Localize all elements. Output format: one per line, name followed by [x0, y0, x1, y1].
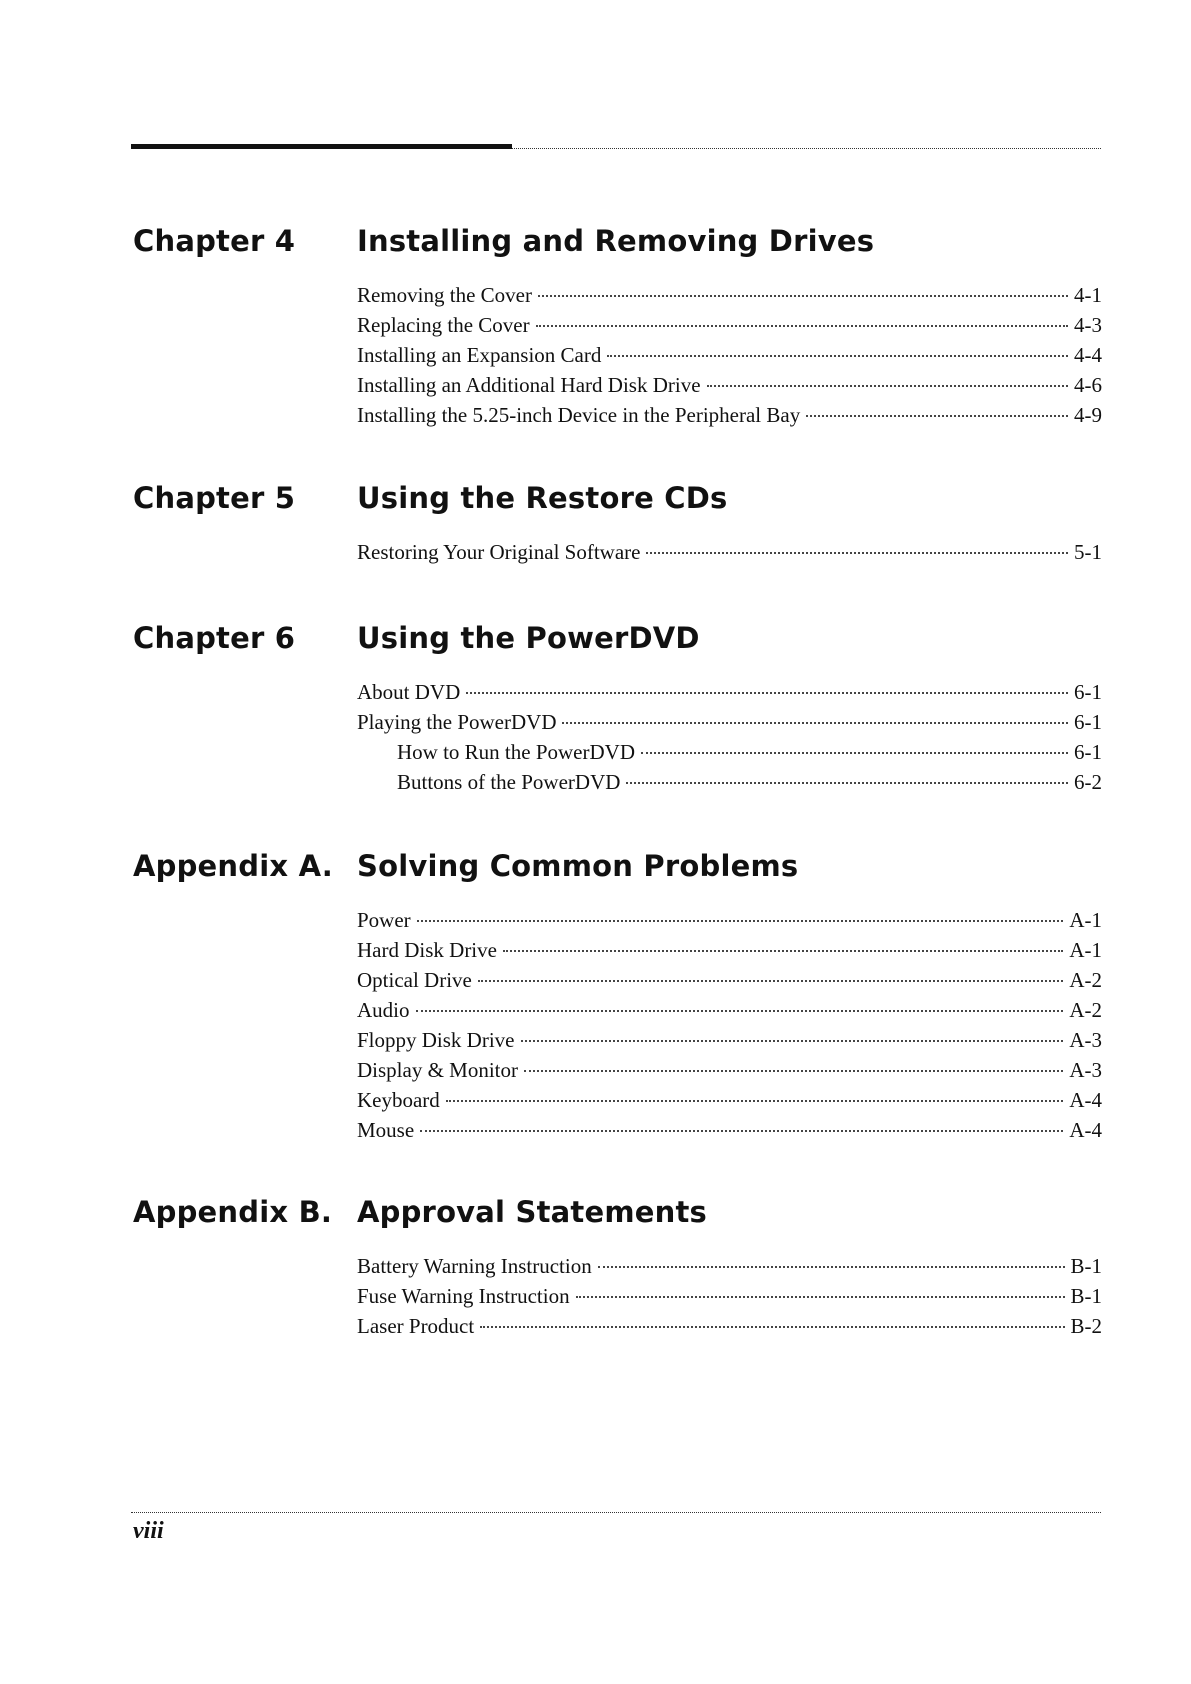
toc-entry[interactable]	[357, 905, 1102, 935]
dot-leader	[576, 1296, 1065, 1298]
dot-leader	[646, 552, 1068, 554]
toc-entry-text: Playing the PowerDVD	[357, 710, 557, 734]
dot-leader	[641, 752, 1068, 754]
toc-entry-text: Installing the 5.25-inch Device in the Peripheral Bay	[357, 403, 801, 427]
toc-entry[interactable]	[357, 1311, 1102, 1341]
dot-leader	[446, 1100, 1064, 1102]
toc-entry-text: How to Run the PowerDVD	[397, 740, 635, 764]
toc-entry-text: Display & Monitor	[357, 1058, 518, 1082]
section-label: Chapter 5	[133, 481, 296, 515]
toc-entry-page: 4-4	[1074, 343, 1102, 367]
toc-entry-list	[357, 537, 1102, 567]
toc-entry-text: Laser Product	[357, 1314, 475, 1338]
toc-entry-page: A-2	[1069, 968, 1102, 992]
toc-entry-text: About DVD	[357, 680, 461, 704]
toc-entry[interactable]	[357, 1281, 1102, 1311]
toc-entry[interactable]	[357, 340, 1102, 370]
toc-entry-text: Optical Drive	[357, 968, 472, 992]
toc-entry-page: 5-1	[1074, 540, 1102, 564]
toc-entry-page: A-4	[1069, 1118, 1102, 1142]
section-label: Appendix B.	[133, 1195, 333, 1229]
footer-rule-dotted	[131, 1512, 1101, 1513]
toc-entry-list	[357, 1251, 1102, 1341]
toc-entry-text: Restoring Your Original Software	[357, 540, 641, 564]
header-rule-dotted	[512, 148, 1101, 149]
toc-entry-page: B-1	[1070, 1254, 1102, 1278]
page-number: viii	[133, 1518, 164, 1544]
toc-entry[interactable]	[357, 1085, 1102, 1115]
toc-entry-page: 4-3	[1074, 313, 1102, 337]
toc-entry[interactable]	[357, 707, 1102, 737]
toc-entry[interactable]	[357, 1251, 1102, 1281]
toc-entry-page: 4-9	[1074, 403, 1102, 427]
toc-entry-text: Buttons of the PowerDVD	[397, 770, 621, 794]
dot-leader	[536, 325, 1068, 327]
toc-entry-text: Keyboard	[357, 1088, 440, 1112]
toc-entry-list	[357, 905, 1102, 1145]
section-title: Using the PowerDVD	[357, 621, 700, 655]
toc-entry-text: Floppy Disk Drive	[357, 1028, 515, 1052]
toc-entry-text: Battery Warning Instruction	[357, 1254, 592, 1278]
toc-entry[interactable]	[357, 370, 1102, 400]
toc-entry-page: A-4	[1069, 1088, 1102, 1112]
toc-entry-text: Mouse	[357, 1118, 415, 1142]
toc-entry-text: Audio	[357, 998, 410, 1022]
toc-entry[interactable]	[357, 280, 1102, 310]
section-title: Solving Common Problems	[357, 849, 799, 883]
dot-leader	[806, 415, 1068, 417]
dot-leader	[420, 1130, 1063, 1132]
toc-entry-page: A-3	[1069, 1058, 1102, 1082]
toc-entry[interactable]	[357, 1055, 1102, 1085]
toc-entry[interactable]	[357, 677, 1102, 707]
dot-leader	[707, 385, 1068, 387]
toc-entry[interactable]	[357, 935, 1102, 965]
dot-leader	[538, 295, 1068, 297]
toc-entry[interactable]	[357, 400, 1102, 430]
toc-entry[interactable]	[357, 1025, 1102, 1055]
dot-leader	[466, 692, 1068, 694]
toc-entry[interactable]	[357, 995, 1102, 1025]
toc-entry-page: A-2	[1069, 998, 1102, 1022]
toc-entry-text: Hard Disk Drive	[357, 938, 497, 962]
toc-entry-list	[357, 280, 1102, 430]
toc-entry-page: 4-6	[1074, 373, 1102, 397]
toc-entry-page: 6-1	[1074, 710, 1102, 734]
toc-entry-page: 6-1	[1074, 740, 1102, 764]
toc-entry[interactable]	[357, 1115, 1102, 1145]
toc-entry-text: Removing the Cover	[357, 283, 532, 307]
toc-entry-text: Fuse Warning Instruction	[357, 1284, 570, 1308]
toc-entry[interactable]	[357, 537, 1102, 567]
toc-entry-page: B-1	[1070, 1284, 1102, 1308]
toc-entry[interactable]	[357, 310, 1102, 340]
toc-entry[interactable]	[357, 965, 1102, 995]
dot-leader	[480, 1326, 1064, 1328]
toc-entry-text: Installing an Expansion Card	[357, 343, 602, 367]
section-title: Installing and Removing Drives	[357, 224, 875, 258]
toc-entry-text: Replacing the Cover	[357, 313, 530, 337]
dot-leader	[478, 980, 1063, 982]
toc-subentry[interactable]	[357, 767, 1102, 797]
dot-leader	[417, 920, 1064, 922]
toc-entry-text: Installing an Additional Hard Disk Drive	[357, 373, 701, 397]
dot-leader	[521, 1040, 1064, 1042]
dot-leader	[607, 355, 1068, 357]
section-title: Approval Statements	[357, 1195, 708, 1229]
toc-entry-page: 6-2	[1074, 770, 1102, 794]
dot-leader	[562, 722, 1068, 724]
toc-entry-text: Power	[357, 908, 411, 932]
toc-entry-page: A-1	[1069, 908, 1102, 932]
toc-entry-page: A-1	[1069, 938, 1102, 962]
toc-entry-page: 6-1	[1074, 680, 1102, 704]
dot-leader	[524, 1070, 1063, 1072]
toc-entry-page: 4-1	[1074, 283, 1102, 307]
dot-leader	[503, 950, 1063, 952]
section-label: Appendix A.	[133, 849, 333, 883]
header-rule-solid	[131, 144, 512, 149]
section-title: Using the Restore CDs	[357, 481, 728, 515]
dot-leader	[416, 1010, 1064, 1012]
toc-subentry[interactable]	[357, 737, 1102, 767]
toc-entry-page: B-2	[1070, 1314, 1102, 1338]
dot-leader	[598, 1266, 1065, 1268]
toc-entry-list	[357, 677, 1102, 797]
section-label: Chapter 4	[133, 224, 296, 258]
dot-leader	[626, 782, 1068, 784]
section-label: Chapter 6	[133, 621, 296, 655]
toc-entry-page: A-3	[1069, 1028, 1102, 1052]
